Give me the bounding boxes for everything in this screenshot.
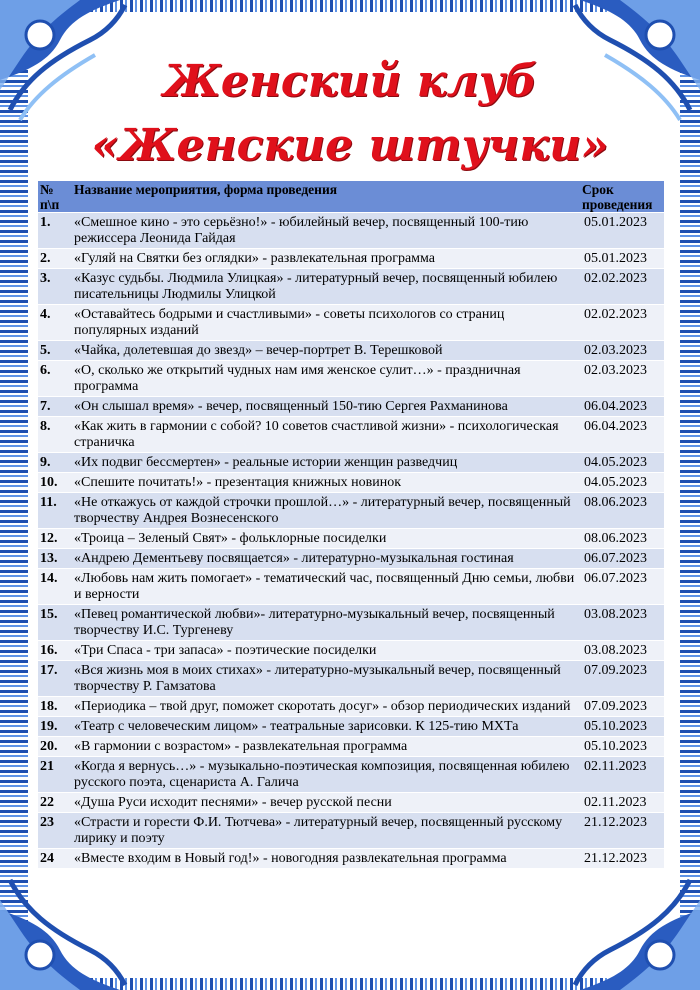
table-row	[38, 661, 664, 697]
row-date: 04.05.2023	[580, 453, 664, 473]
table-row	[38, 473, 664, 493]
row-date: 06.04.2023	[580, 397, 664, 417]
row-event-name: «Периодика – твой друг, поможет скоротать досуг» - обзор периодических изданий	[72, 697, 580, 717]
title-line-1: Женский клуб	[163, 56, 537, 107]
title-line-2: «Женские штучки»	[91, 120, 609, 171]
row-date: 02.11.2023	[580, 757, 664, 793]
row-event-name: «Спешите почитать!» - презентация книжных новинок	[72, 473, 580, 493]
row-event-name: «Театр с человеческим лицом» - театральные зарисовки. К 125-тию МХТа	[72, 717, 580, 737]
corner-ornament-icon	[0, 860, 130, 990]
table-row	[38, 641, 664, 661]
header-name: Название мероприятия, форма проведения	[72, 181, 580, 213]
row-number: 12.	[38, 529, 72, 549]
row-number: 8.	[38, 417, 72, 453]
row-number: 1.	[38, 213, 72, 249]
row-number: 18.	[38, 697, 72, 717]
row-number: 9.	[38, 453, 72, 473]
row-date: 05.01.2023	[580, 213, 664, 249]
row-event-name: «Троица – Зеленый Свят» - фольклорные посиделки	[72, 529, 580, 549]
header-num: № п\п	[38, 181, 72, 213]
table-row	[38, 605, 664, 641]
row-number: 24	[38, 849, 72, 869]
table-row	[38, 397, 664, 417]
row-date: 03.08.2023	[580, 641, 664, 661]
row-event-name: «О, сколько же открытий чудных нам имя женское сулит…» - праздничная программа	[72, 361, 580, 397]
row-number: 7.	[38, 397, 72, 417]
row-number: 16.	[38, 641, 72, 661]
table-row	[38, 717, 664, 737]
row-event-name: «Когда я вернусь…» - музыкально-поэтическая композиция, посвященная юбилею русского поэта, сценариста А. Галича	[72, 757, 580, 793]
row-event-name: «Певец романтической любви»- литературно-музыкальный вечер, посвященный творчеству И.С. Тургеневу	[72, 605, 580, 641]
row-date: 06.07.2023	[580, 569, 664, 605]
table-header-row	[38, 181, 664, 213]
row-number: 15.	[38, 605, 72, 641]
row-number: 4.	[38, 305, 72, 341]
row-event-name: «Чайка, долетевшая до звезд» – вечер-портрет В. Терешковой	[72, 341, 580, 361]
row-number: 23	[38, 813, 72, 849]
row-date: 21.12.2023	[580, 813, 664, 849]
table-row	[38, 569, 664, 605]
row-number: 10.	[38, 473, 72, 493]
table-row	[38, 493, 664, 529]
table-row	[38, 697, 664, 717]
table-row	[38, 213, 664, 249]
events-table	[38, 180, 664, 868]
row-date: 03.08.2023	[580, 605, 664, 641]
row-date: 02.11.2023	[580, 793, 664, 813]
row-number: 20.	[38, 737, 72, 757]
row-number: 19.	[38, 717, 72, 737]
page-title	[0, 50, 700, 178]
row-number: 14.	[38, 569, 72, 605]
table-row	[38, 249, 664, 269]
row-event-name: «Страсти и горести Ф.И. Тютчева» - литературный вечер, посвященный русскому лирику и поэту	[72, 813, 580, 849]
table-row	[38, 757, 664, 793]
row-date: 07.09.2023	[580, 661, 664, 697]
row-date: 06.07.2023	[580, 549, 664, 569]
row-date: 02.02.2023	[580, 305, 664, 341]
row-event-name: «Оставайтесь бодрыми и счастливыми» - советы психологов со страниц популярных изданий	[72, 305, 580, 341]
row-date: 06.04.2023	[580, 417, 664, 453]
table-row	[38, 529, 664, 549]
row-event-name: «Вместе входим в Новый год!» - новогодняя развлекательная программа	[72, 849, 580, 869]
row-date: 08.06.2023	[580, 493, 664, 529]
row-date: 04.05.2023	[580, 473, 664, 493]
table-row	[38, 453, 664, 473]
row-number: 22	[38, 793, 72, 813]
row-number: 3.	[38, 269, 72, 305]
row-event-name: «Три Спаса - три запаса» - поэтические посиделки	[72, 641, 580, 661]
row-number: 2.	[38, 249, 72, 269]
row-event-name: «Андрею Дементьеву посвящается» - литературно-музыкальная гостиная	[72, 549, 580, 569]
table-row	[38, 341, 664, 361]
row-number: 21	[38, 757, 72, 793]
row-event-name: «Не откажусь от каждой строчки прошлой…» - литературный вечер, посвященный творчеству Андрея Вознесенского	[72, 493, 580, 529]
table-row	[38, 737, 664, 757]
row-event-name: «Смешное кино - это серьёзно!» - юбилейный вечер, посвященный 100-тию режиссера Леонида Гайдая	[72, 213, 580, 249]
row-event-name: «Как жить в гармонии с собой? 10 советов счастливой жизни» - психологическая страничка	[72, 417, 580, 453]
corner-ornament-icon	[570, 860, 700, 990]
row-date: 05.01.2023	[580, 249, 664, 269]
row-date: 02.03.2023	[580, 341, 664, 361]
header-date: Срок проведения	[580, 181, 664, 213]
row-date: 05.10.2023	[580, 717, 664, 737]
row-number: 13.	[38, 549, 72, 569]
row-event-name: «Гуляй на Святки без оглядки» - развлекательная программа	[72, 249, 580, 269]
table-row	[38, 549, 664, 569]
table-row	[38, 417, 664, 453]
row-date: 02.02.2023	[580, 269, 664, 305]
row-date: 07.09.2023	[580, 697, 664, 717]
row-event-name: «Он слышал время» - вечер, посвященный 150-тию Сергея Рахманинова	[72, 397, 580, 417]
table-row	[38, 793, 664, 813]
row-date: 02.03.2023	[580, 361, 664, 397]
table-row	[38, 305, 664, 341]
table-row	[38, 849, 664, 869]
row-event-name: «Казус судьбы. Людмила Улицкая» - литературный вечер, посвященный юбилею писательницы Людмилы Улицкой	[72, 269, 580, 305]
row-number: 6.	[38, 361, 72, 397]
row-event-name: «Их подвиг бессмертен» - реальные истории женщин разведчиц	[72, 453, 580, 473]
row-number: 17.	[38, 661, 72, 697]
row-event-name: «Душа Руси исходит песнями» - вечер русской песни	[72, 793, 580, 813]
row-number: 11.	[38, 493, 72, 529]
row-date: 05.10.2023	[580, 737, 664, 757]
row-event-name: «В гармонии с возрастом» - развлекательная программа	[72, 737, 580, 757]
row-date: 08.06.2023	[580, 529, 664, 549]
row-event-name: «Вся жизнь моя в моих стихах» - литературно-музыкальный вечер, посвященный творчеству Р. Гамзатова	[72, 661, 580, 697]
row-number: 5.	[38, 341, 72, 361]
row-event-name: «Любовь нам жить помогает» - тематический час, посвященный Дню семьи, любви и верности	[72, 569, 580, 605]
table-row	[38, 269, 664, 305]
table-row	[38, 813, 664, 849]
row-date: 21.12.2023	[580, 849, 664, 869]
table-row	[38, 361, 664, 397]
